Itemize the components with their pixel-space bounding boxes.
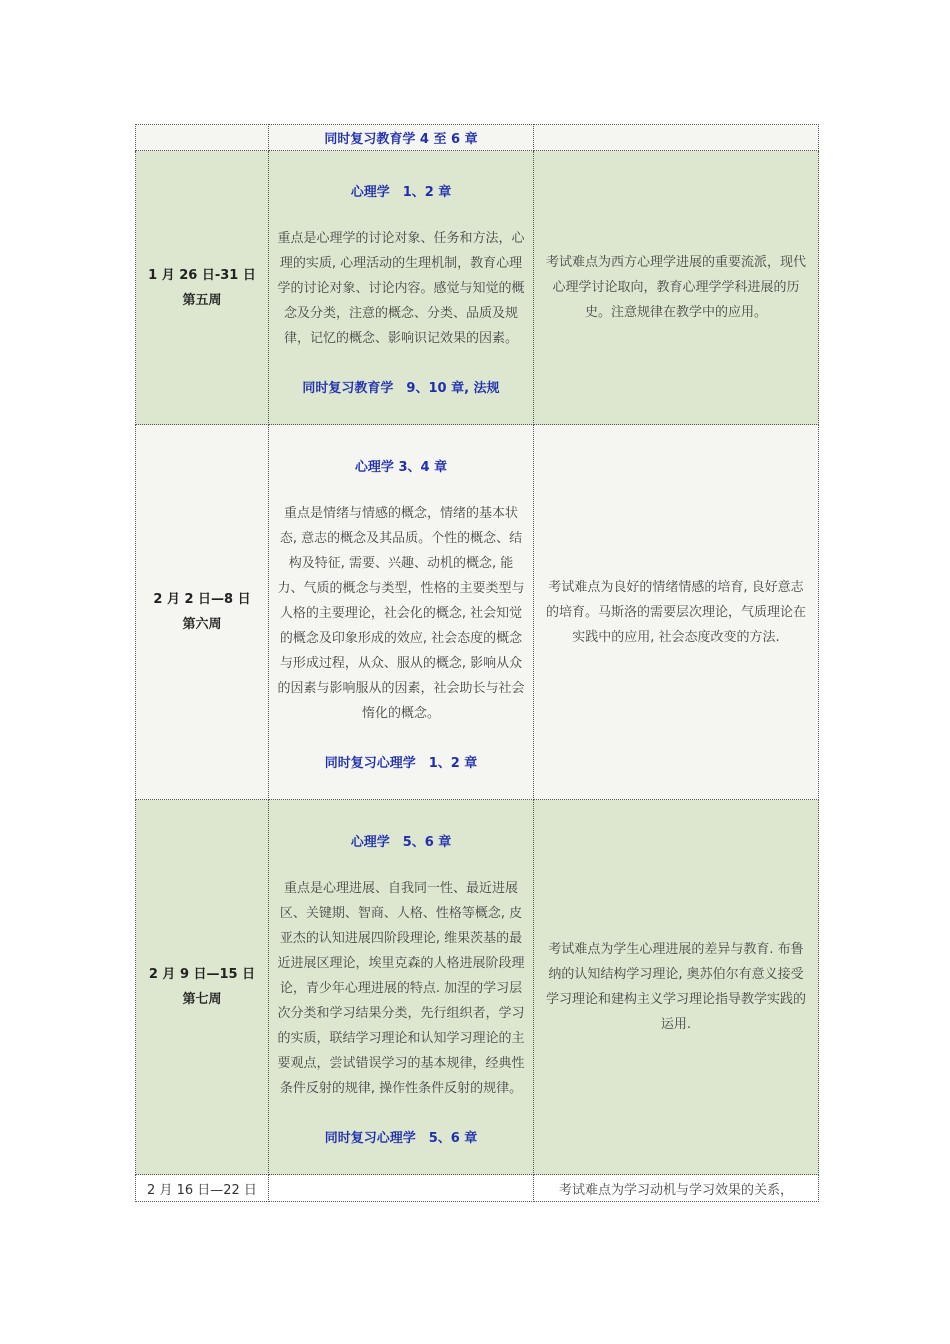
content-cell xyxy=(269,151,534,425)
review-line: 同时复习心理学 5、6 章 xyxy=(324,1130,478,1146)
date-range: 2 月 9 日—15 日 xyxy=(148,967,256,982)
date-range: 1 月 26 日-31 日 xyxy=(148,267,256,283)
note-cell xyxy=(534,151,819,425)
review-line: 同时复习教育学 9、10 章, 法规 xyxy=(302,381,500,396)
date-cell xyxy=(136,425,269,800)
topic-body: 重点是心理进展、自我同一性、最近进展区、关键期、智商、人格、性格等概念, 皮亚杰的认知进展四阶段理论, 维果茨基的最近进展区理论，埃里克森的人格进展阶段理论，青少年心理进展的特点. 加涅的学习层次分类和学习结果分类，先行组织者，学习的实质，联结学习理论和认知学习理论的主要观点，尝试错误学习的基本规律，经典性条件反射的规律, 操作性条件反射的规律。 xyxy=(277,880,525,1096)
study-schedule-table xyxy=(135,124,819,1202)
date-cell xyxy=(136,151,269,425)
date-cell xyxy=(136,800,269,1175)
topic-body: 重点是心理学的讨论对象、任务和方法，心理的实质, 心理活动的生理机制，教育心理学的讨论对象、讨论内容。感觉与知觉的概念及分类，注意的概念、分类、品质及规律，记忆的概念、影响识记效果的因素。 xyxy=(277,231,525,346)
difficulty-note: 考试难点为学生心理进展的差异与教育. 布鲁纳的认知结构学习理论, 奥苏伯尔有意义接受学习理论和建构主义学习理论指导教学实践的运用. xyxy=(545,942,806,1032)
content-cell xyxy=(269,1175,534,1202)
date-range: 2 月 16 日—22 日 xyxy=(147,1182,257,1198)
topic-title: 心理学 3、4 章 xyxy=(354,459,448,475)
review-line: 同时复习教育学 4 至 6 章 xyxy=(324,132,478,147)
content-cell xyxy=(269,800,534,1175)
date-range: 2 月 2 日—8 日 xyxy=(153,592,251,607)
content-cell xyxy=(269,125,534,151)
difficulty-note: 考试难点为良好的情绪情感的培育, 良好意志的培育。马斯洛的需要层次理论，气质理论在实践中的应用, 社会态度改变的方法. xyxy=(545,579,806,645)
table-row xyxy=(136,125,819,151)
topic-title: 心理学 5、6 章 xyxy=(350,834,452,850)
note-cell xyxy=(534,1175,819,1202)
week-label: 第五周 xyxy=(182,292,222,308)
date-cell xyxy=(136,1175,269,1202)
table-row xyxy=(136,800,819,1175)
table-row xyxy=(136,425,819,800)
table-row xyxy=(136,1175,819,1202)
topic-body: 重点是情绪与情感的概念，情绪的基本状态, 意志的概念及其品质。个性的概念、结构及特征, 需要、兴趣、动机的概念, 能力、气质的概念与类型，性格的主要类型与人格的主要理论，社会化的概念, 社会知觉的概念及印象形成的效应, 社会态度的概念与形成过程，从众、服从的概念, 影响从众的因素与影响服从的因素，社会助长与社会惰化的概念。 xyxy=(277,505,525,721)
review-line: 同时复习心理学 1、2 章 xyxy=(324,755,478,771)
table-row xyxy=(136,151,819,425)
note-cell xyxy=(534,425,819,800)
week-label: 第六周 xyxy=(182,617,222,632)
date-cell xyxy=(136,125,269,151)
difficulty-note: 考试难点为学习动机与学习效果的关系， xyxy=(558,1182,793,1198)
topic-title: 心理学 1、2 章 xyxy=(350,185,452,200)
difficulty-note: 考试难点为西方心理学进展的重要流派，现代心理学讨论取向，教育心理学学科进展的历史。注意规律在教学中的应用。 xyxy=(545,255,806,320)
content-cell xyxy=(269,425,534,800)
note-cell xyxy=(534,800,819,1175)
note-cell xyxy=(534,125,819,151)
week-label: 第七周 xyxy=(182,992,222,1007)
